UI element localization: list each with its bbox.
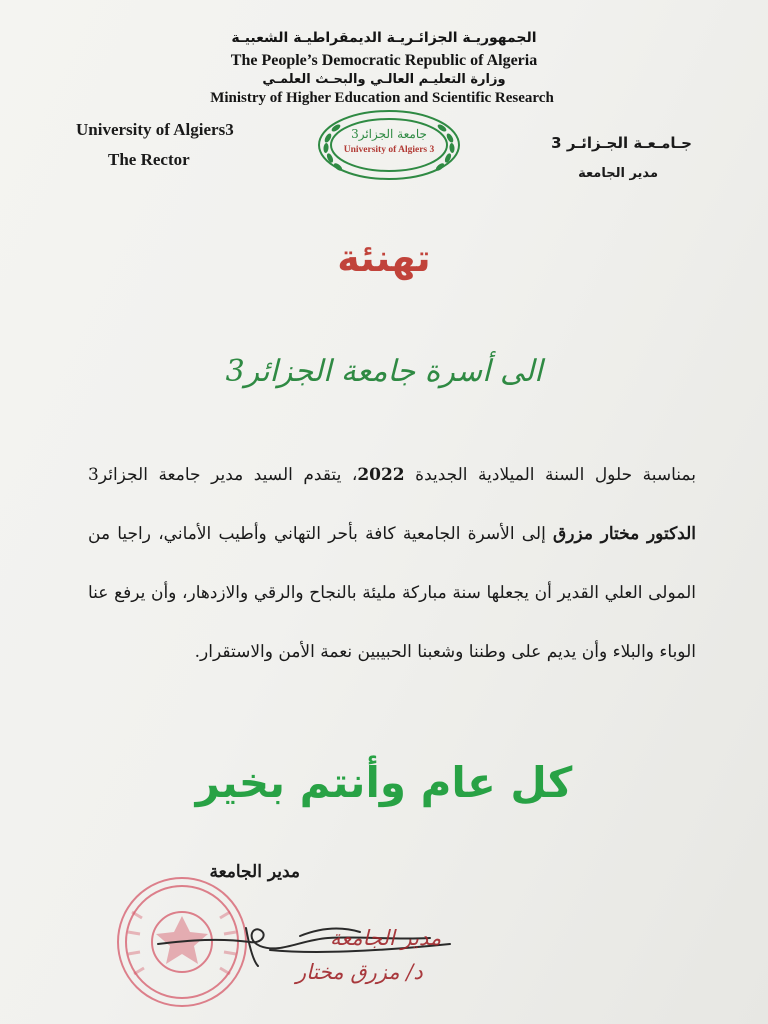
body-part-1: بمناسبة حلول السنة الميلادية الجديدة [404,465,696,485]
ministry-arabic: وزارة التعليـم العالـي والبحـث العلمـي [262,72,506,87]
new-year-wishes: كل عام وأنتم بخير [195,758,573,807]
letter-addressee: الى أسرة جامعة الجزائر3 [225,354,543,389]
laurel-wreath-icon [316,108,462,182]
republic-arabic: الجمهوريـة الجزائـريـة الديمقراطيـة الشعبيـة [231,30,537,46]
body-rector-name: الدكتور مختار مزرق [553,524,696,544]
letter-title: تهنئة [337,236,431,280]
university-name-arabic: جـامـعـة الجـزائـر 3 [551,134,692,152]
handwritten-signature-title: مدير الجامعة [330,926,442,950]
logo-text-arabic: جامعة الجزائر3 [351,127,427,141]
ministry-english: Ministry of Higher Education and Scientific Research [210,90,554,106]
body-part-2: ، يتقدم السيد مدير جامعة الجزائر3 [88,465,358,485]
university-name-english: University of Algiers3 [76,120,234,139]
republic-english: The People’s Democratic Republic of Algeria [230,52,538,69]
letter-body [88,446,696,682]
logo-text-english: University of Algiers 3 [343,145,435,155]
handwritten-signature-name: د/ مزرق مختار [296,960,423,984]
body-part-3: إلى الأسرة الجامعية كافة بأحر التهاني وأطيب الأماني، راجيا من المولى العلي القدير أن يجعلها سنة مباركة مليئة بالنجاح والرقي والازدهار، وأن يرفع عنا الوباء والبلاء وأن يديم على وطننا وشعبنا الحبيبين نعمة الأمن والاستقرار. [88,524,696,662]
rector-title-english: The Rector [108,150,190,169]
body-year: 2022 [357,465,405,485]
rector-title-arabic: مدير الجامعة [578,166,658,181]
signature-title: مدير الجامعة [209,862,300,882]
